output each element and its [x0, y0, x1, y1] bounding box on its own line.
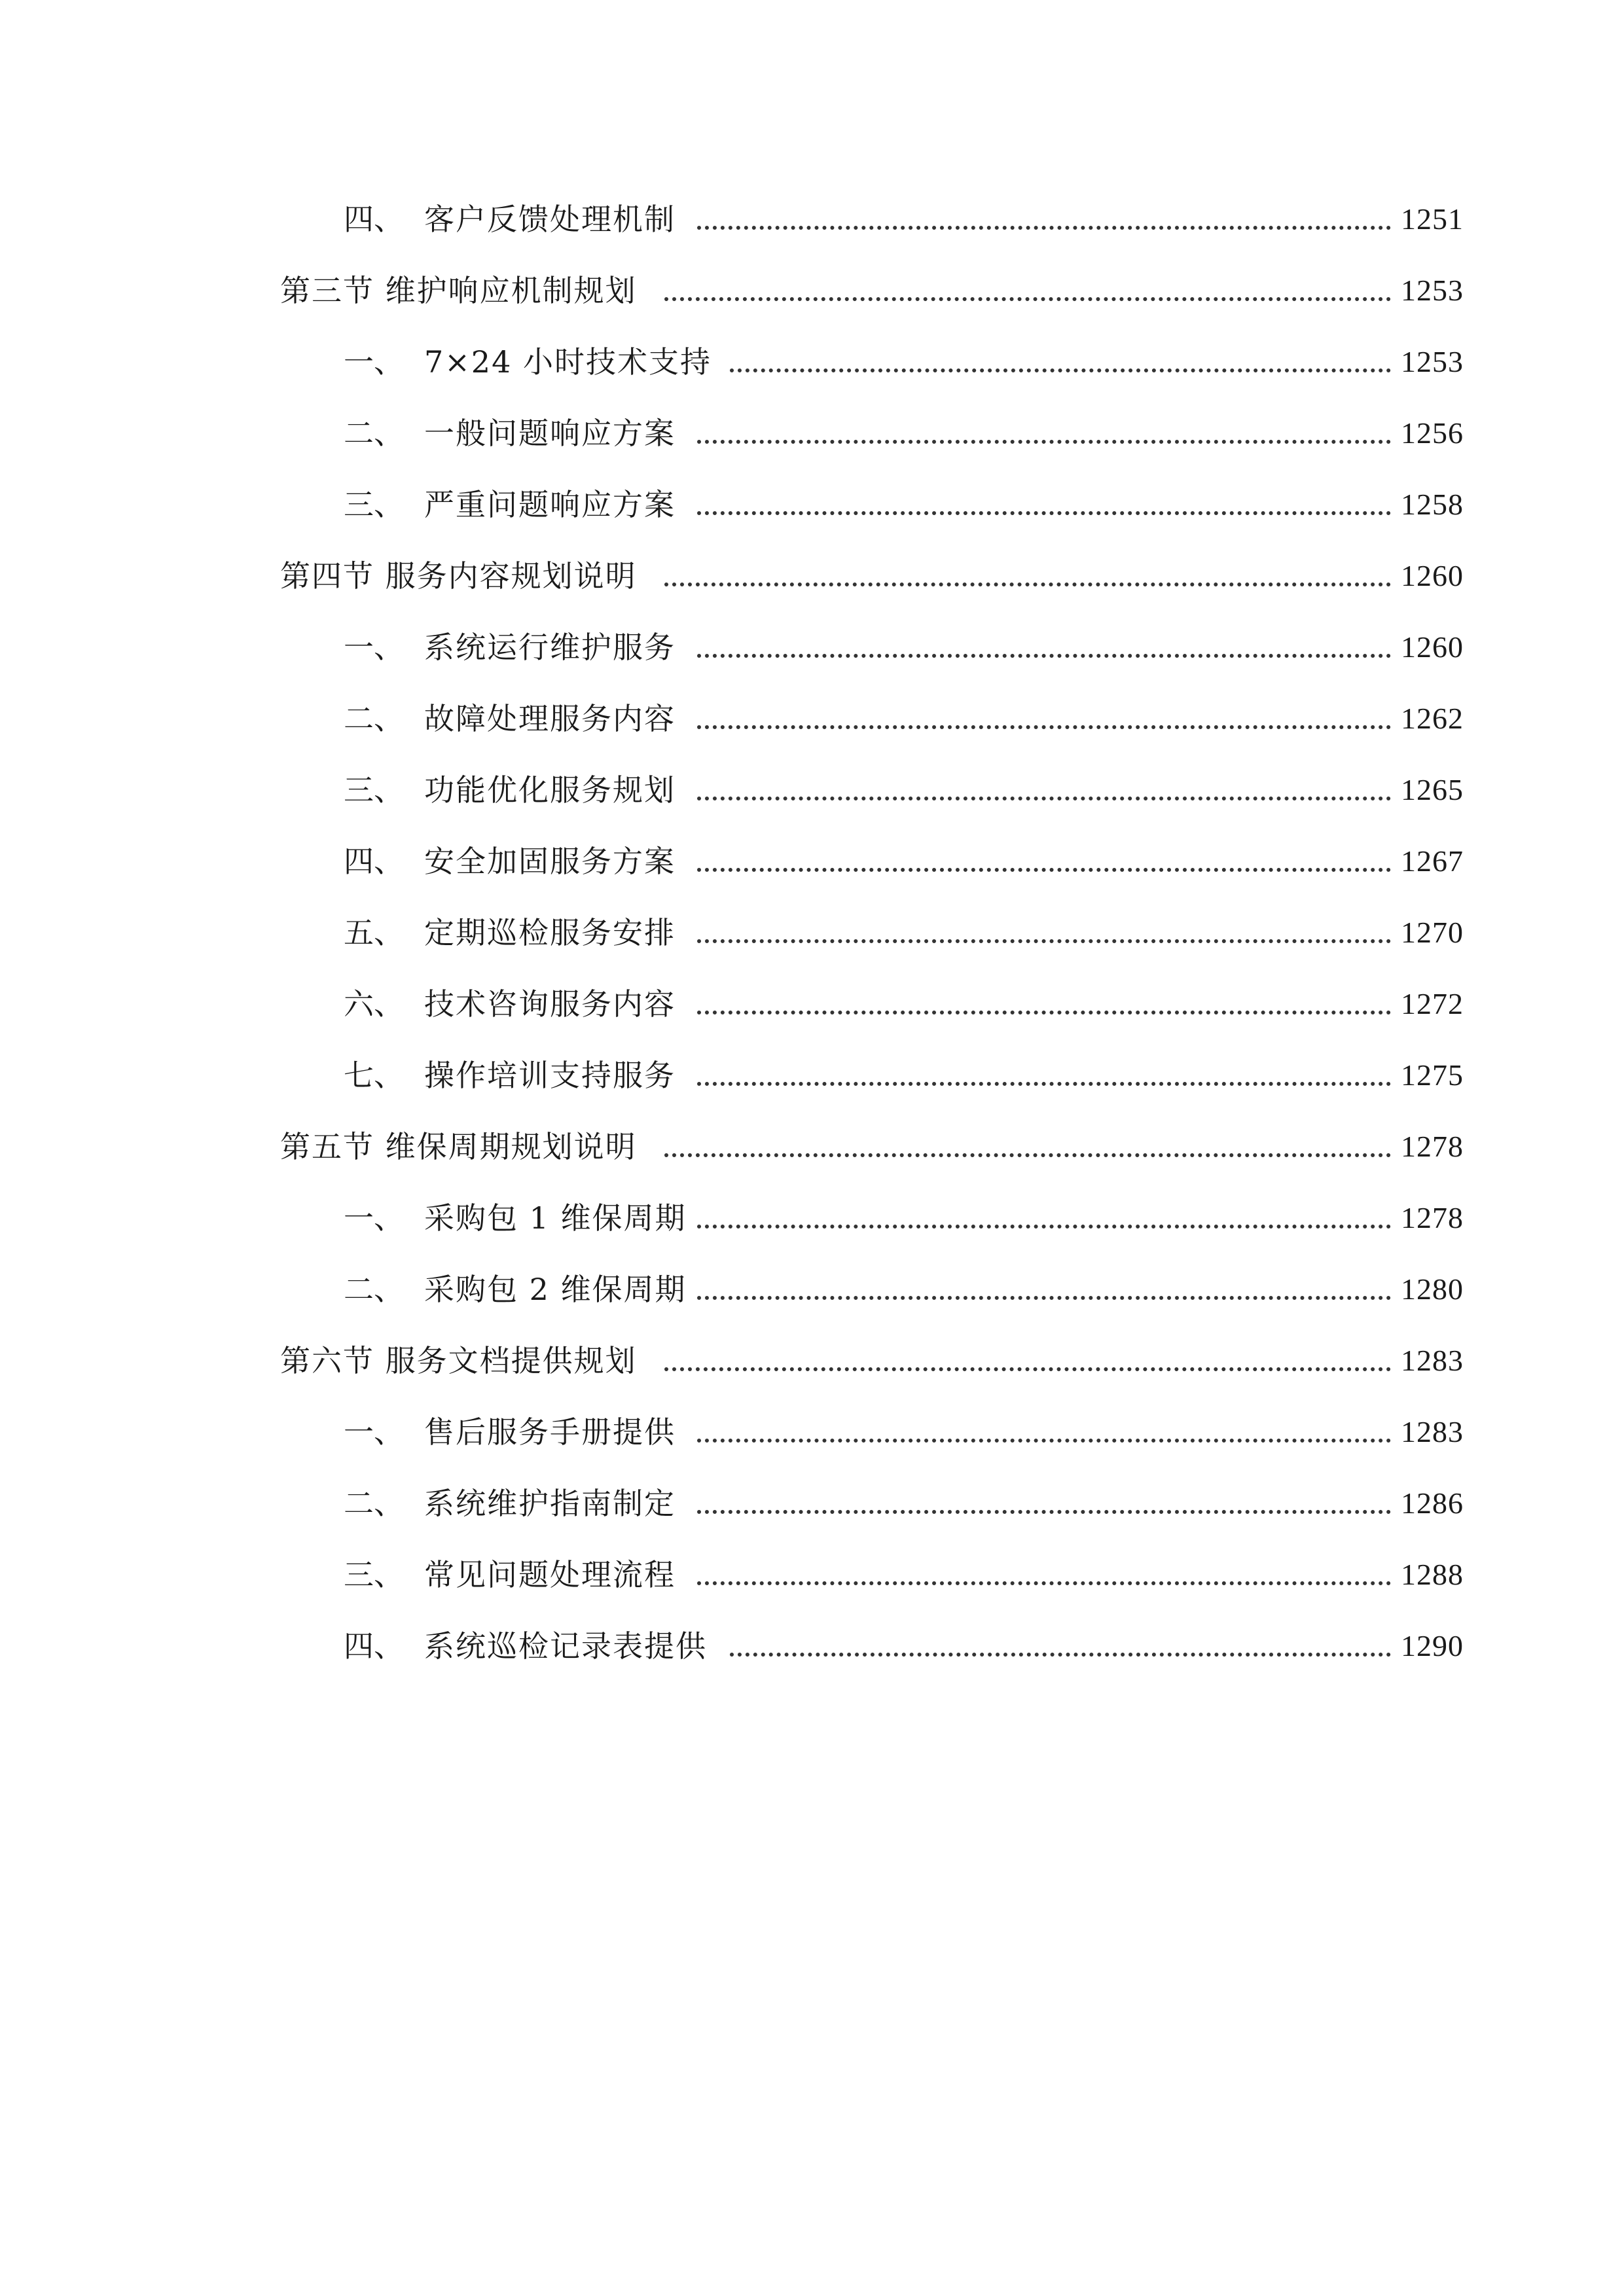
toc-dot-leader [664, 297, 1391, 301]
toc-dot-leader [697, 226, 1391, 230]
toc-entry-number: 一、 [344, 344, 404, 380]
toc-entry[interactable] [0, 1620, 1624, 1672]
toc-entry-number: 四、 [344, 844, 404, 879]
toc-page-number: 1278 [1401, 1201, 1464, 1234]
toc-dot-leader [697, 1011, 1391, 1014]
toc-section-entry[interactable] [0, 264, 1624, 317]
toc-entry-title: 技术咨询服务内容 [424, 986, 676, 1022]
toc-page-number: 1275 [1401, 1058, 1464, 1092]
toc-page-number: 1278 [1401, 1130, 1464, 1163]
toc-dot-leader [697, 440, 1391, 444]
toc-entry-title: 采购包 1 维保周期 [424, 1200, 687, 1236]
toc-page-number: 1251 [1401, 202, 1464, 236]
toc-entry-title: 系统维护指南制定 [424, 1486, 676, 1521]
toc-page-number: 1256 [1401, 416, 1464, 450]
toc-dot-leader [697, 1296, 1391, 1300]
toc-entry[interactable] [0, 193, 1624, 245]
toc-dot-leader [697, 1082, 1391, 1086]
toc-dot-leader [730, 368, 1391, 372]
toc-entry-title: 常见问题处理流程 [424, 1557, 676, 1592]
toc-entry[interactable] [0, 1263, 1624, 1316]
toc-entry-number: 七、 [344, 1058, 404, 1093]
toc-entry-number: 五、 [344, 915, 404, 950]
toc-entry-number: 二、 [344, 416, 404, 451]
toc-page-number: 1258 [1401, 488, 1464, 521]
toc-dot-leader [697, 1225, 1391, 1229]
toc-page-number: 1283 [1401, 1344, 1464, 1377]
toc-page-number: 1260 [1401, 559, 1464, 592]
toc-entry[interactable] [0, 1192, 1624, 1244]
toc-entry-title: 一般问题响应方案 [424, 416, 676, 451]
toc-entry[interactable] [0, 407, 1624, 459]
toc-section-entry[interactable] [0, 1121, 1624, 1173]
toc-dot-leader [697, 939, 1391, 943]
toc-dot-leader [697, 511, 1391, 515]
toc-entry-number: 三、 [344, 1557, 404, 1592]
toc-entry-title: 安全加固服务方案 [424, 844, 676, 879]
toc-page-number: 1280 [1401, 1272, 1464, 1306]
toc-entry-title: 严重问题响应方案 [424, 487, 676, 522]
toc-dot-leader [664, 583, 1391, 586]
toc-entry-title: 定期巡检服务安排 [424, 915, 676, 950]
toc-dot-leader [697, 654, 1391, 658]
toc-dot-leader [697, 868, 1391, 872]
toc-section-title: 第四节 服务内容规划说明 [280, 558, 637, 594]
toc-entry[interactable] [0, 978, 1624, 1030]
toc-dot-leader [697, 1510, 1391, 1514]
toc-page-number: 1265 [1401, 773, 1464, 806]
toc-entry-number: 二、 [344, 1272, 404, 1307]
toc-page-number: 1288 [1401, 1558, 1464, 1591]
toc-entry[interactable] [0, 1549, 1624, 1601]
toc-section-title: 第六节 服务文档提供规划 [280, 1343, 637, 1378]
toc-page-number: 1253 [1401, 274, 1464, 307]
toc-entry-title: 故障处理服务内容 [424, 701, 676, 736]
toc-dot-leader [664, 1153, 1391, 1157]
toc-section-entry[interactable] [0, 1335, 1624, 1387]
toc-page-number: 1290 [1401, 1629, 1464, 1662]
toc-dot-leader [730, 1653, 1391, 1657]
toc-entry-title: 采购包 2 维保周期 [424, 1272, 687, 1307]
toc-entry-number: 六、 [344, 986, 404, 1022]
toc-page-number: 1253 [1401, 345, 1464, 378]
toc-entry-title: 售后服务手册提供 [424, 1414, 676, 1450]
toc-entry-title: 操作培训支持服务 [424, 1058, 676, 1093]
toc-entry[interactable] [0, 835, 1624, 888]
toc-entry-number: 三、 [344, 487, 404, 522]
toc-entry-title: 7×24 小时技术支持 [424, 344, 712, 380]
toc-dot-leader [697, 725, 1391, 729]
toc-page-number: 1270 [1401, 916, 1464, 949]
toc-section-title: 第三节 维护响应机制规划 [280, 273, 637, 308]
toc-entry[interactable] [0, 906, 1624, 959]
toc-dot-leader [697, 1581, 1391, 1585]
toc-entry-number: 一、 [344, 1200, 404, 1236]
toc-entry-number: 一、 [344, 630, 404, 665]
toc-entry[interactable] [0, 1049, 1624, 1102]
toc-page-number: 1286 [1401, 1486, 1464, 1520]
toc-entry-number: 二、 [344, 1486, 404, 1521]
toc-page-number: 1262 [1401, 702, 1464, 735]
toc-section-entry[interactable] [0, 550, 1624, 602]
toc-entry[interactable] [0, 478, 1624, 531]
toc-entry[interactable] [0, 1477, 1624, 1530]
toc-entry[interactable] [0, 692, 1624, 745]
toc-entry[interactable] [0, 336, 1624, 388]
toc-entry-number: 四、 [344, 1628, 404, 1664]
toc-entry-title: 系统运行维护服务 [424, 630, 676, 665]
toc-page-number: 1283 [1401, 1415, 1464, 1448]
toc-entry-number: 四、 [344, 202, 404, 237]
toc-entry-title: 系统巡检记录表提供 [424, 1628, 707, 1664]
toc-entry-number: 二、 [344, 701, 404, 736]
toc-entry[interactable] [0, 621, 1624, 673]
toc-entry-number: 三、 [344, 772, 404, 808]
toc-page-number: 1260 [1401, 630, 1464, 664]
toc-page-number: 1267 [1401, 844, 1464, 878]
toc-page-number: 1272 [1401, 987, 1464, 1020]
toc-dot-leader [697, 1439, 1391, 1443]
toc-entry-title: 功能优化服务规划 [424, 772, 676, 808]
toc-dot-leader [697, 797, 1391, 800]
toc-entry-title: 客户反馈处理机制 [424, 202, 676, 237]
toc-entry-number: 一、 [344, 1414, 404, 1450]
toc-section-title: 第五节 维保周期规划说明 [280, 1129, 637, 1164]
toc-entry[interactable] [0, 1406, 1624, 1458]
toc-entry[interactable] [0, 764, 1624, 816]
toc-dot-leader [664, 1367, 1391, 1371]
